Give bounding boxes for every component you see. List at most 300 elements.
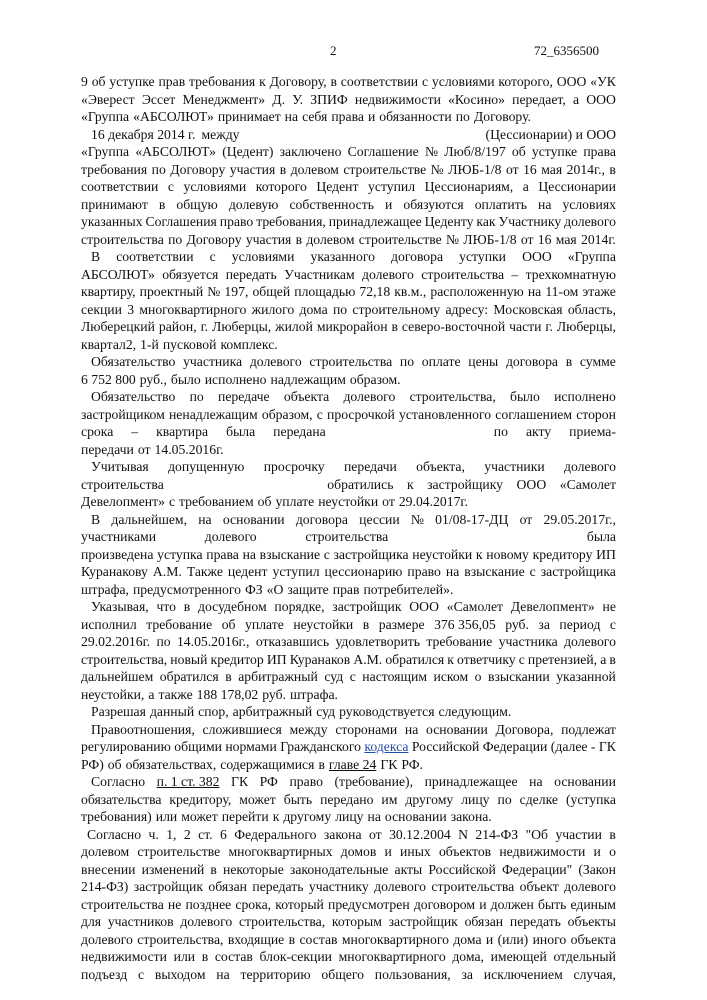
word: было [170, 371, 201, 387]
word: уступке [531, 144, 578, 159]
word: Договору [170, 161, 226, 177]
word: а [600, 651, 607, 667]
word: № [424, 144, 439, 159]
word: штрафа. [289, 686, 338, 702]
word: долевого [564, 214, 616, 229]
word: трехкомнатную [525, 266, 616, 282]
word: договора [391, 249, 444, 264]
word: просрочку [263, 459, 325, 474]
document-body [81, 73, 616, 983]
word: с [529, 564, 536, 579]
link-kodeks[interactable]: кодекса [364, 739, 409, 754]
word: г. [200, 319, 209, 334]
word: ООО [586, 91, 616, 107]
word: комплекс. [220, 336, 278, 352]
word: участников [107, 914, 174, 929]
word: РФ) [81, 756, 104, 772]
word: на [198, 511, 212, 527]
word: закона [323, 826, 362, 842]
word: дома, [452, 949, 484, 964]
word: ЗПИФ [310, 91, 348, 107]
word: ненадлежащим [168, 406, 258, 422]
word: срока [81, 424, 114, 439]
word: на [367, 809, 381, 824]
word: а [522, 179, 529, 194]
word: строительства [81, 896, 164, 912]
word: имеющей [490, 949, 547, 964]
text-line [81, 493, 616, 511]
word: с [316, 406, 323, 422]
word: состав [214, 949, 253, 964]
word: может [181, 809, 218, 824]
word: строительства, [81, 651, 168, 667]
word: об [257, 494, 272, 509]
word: отдельный [553, 949, 616, 964]
word: сторон [576, 406, 616, 422]
word: по [497, 791, 512, 807]
word: позднее [185, 896, 232, 912]
text-line [81, 861, 616, 879]
word: в [225, 669, 232, 684]
word: уплате [245, 616, 284, 632]
word: суд [316, 704, 336, 719]
word: (уступка [565, 791, 616, 807]
word: обязуются [403, 196, 464, 212]
word: части [509, 319, 542, 334]
word: Участнику [498, 214, 562, 229]
word: образом, [261, 406, 313, 422]
word: Соглашение [347, 144, 419, 159]
text-line [81, 73, 616, 91]
word: секции [81, 301, 122, 317]
word: не [167, 896, 182, 912]
word: Договору. [473, 109, 531, 124]
word: общую [176, 196, 218, 212]
word: домов [340, 844, 377, 859]
word: «Группа [567, 249, 616, 264]
word: объектов [438, 844, 492, 859]
word: требования, [256, 214, 326, 229]
word: 2014г., [566, 161, 605, 177]
word: случая, [573, 966, 616, 982]
word: договором [413, 896, 476, 912]
word: обязательствах, [125, 756, 217, 772]
word: к [406, 476, 414, 492]
word: входящие [227, 931, 285, 947]
word: в [279, 161, 287, 177]
word: обязуется [162, 266, 219, 282]
word: между [289, 721, 328, 737]
word: Обязательство [91, 354, 176, 369]
word: которого [255, 179, 307, 194]
word: для [81, 914, 102, 929]
word: микрорайон [316, 319, 388, 334]
text-line [81, 948, 616, 966]
text-line [81, 791, 616, 809]
word: в [565, 354, 573, 369]
word: цены [468, 354, 499, 369]
word: принимают [81, 196, 148, 212]
word: им [381, 791, 398, 807]
word: прав [158, 74, 186, 89]
word: была [226, 424, 256, 439]
word: от [382, 494, 395, 509]
word: № [430, 161, 444, 177]
word: строительства [81, 476, 164, 492]
word: спор, [198, 704, 229, 719]
word: долевого [564, 634, 616, 649]
word: долевом [290, 161, 339, 177]
word: строительстве [358, 231, 442, 247]
link-reference[interactable]: п. 1 ст. 382 [156, 774, 220, 789]
word: обратился [159, 669, 219, 684]
word: единым [570, 896, 616, 912]
word: к [272, 809, 280, 824]
word: обязан [464, 914, 504, 929]
word: «Эверест [81, 91, 135, 107]
text-line [81, 896, 616, 914]
word: передачи [343, 459, 397, 474]
text-line [81, 721, 616, 739]
word: содержащимися [220, 756, 315, 772]
word: участниками [81, 529, 157, 544]
word: кредитор [210, 651, 264, 667]
word: требования [189, 74, 256, 89]
word: претензией, [527, 651, 598, 667]
word: допущенную [168, 459, 245, 474]
word: жилой [275, 319, 313, 334]
word: должен [490, 896, 534, 912]
word: 3 [127, 301, 135, 317]
word: сложившиеся [202, 721, 282, 737]
word: 6 752 800 [81, 371, 136, 387]
word: просрочкой [327, 406, 395, 422]
word: № [410, 511, 424, 527]
word: строительства, [238, 914, 326, 929]
word: отказавшись [255, 634, 330, 649]
word: 14.05.2016г. [154, 441, 224, 457]
word: (или) [497, 931, 529, 947]
word: на [242, 546, 256, 562]
word: Д. [272, 91, 285, 107]
word: Договора, [495, 721, 554, 737]
word: с [323, 546, 330, 562]
word: порядке, [274, 599, 325, 614]
word: штрафа, [81, 581, 129, 597]
word: передаче [218, 389, 270, 404]
word: долевого [81, 931, 133, 947]
word: «Самолет [446, 599, 503, 614]
word: Разрешая [91, 704, 146, 719]
word: 1, [166, 826, 177, 842]
word: Российской [411, 739, 480, 754]
word: неустойки [293, 616, 354, 632]
word: А.М. [152, 564, 182, 579]
word: на [529, 774, 543, 789]
word: передает, [512, 91, 566, 107]
word: исполнено [554, 389, 616, 404]
word: потребителей». [363, 581, 454, 597]
word: (Цедент) [222, 144, 274, 159]
word: проектный [139, 284, 204, 299]
word: район, [158, 319, 197, 334]
word: «О [266, 581, 284, 597]
text-line [81, 178, 616, 196]
word: Договору, [269, 74, 327, 89]
word: в [183, 599, 191, 614]
word: срока, [235, 896, 272, 912]
word: которого, [498, 74, 553, 89]
word: основании [554, 774, 616, 789]
word: другому [405, 791, 454, 807]
word: с [609, 616, 616, 632]
word: многоквартирного [341, 931, 449, 947]
word: участия [245, 231, 292, 247]
word: № [445, 231, 460, 247]
word: договора [505, 354, 558, 369]
word: недвижимости [81, 949, 167, 964]
word: условиями [183, 179, 247, 194]
word: по [455, 109, 470, 124]
text-line [81, 703, 616, 721]
word: прав [332, 581, 360, 597]
word: многоквартирных [228, 844, 333, 859]
word: Цессионарии [538, 179, 616, 194]
word: 29.02.2016г. [81, 634, 151, 649]
word: 197, [224, 284, 249, 299]
word: Московская [493, 301, 563, 317]
word: обязанности [379, 109, 452, 124]
word: требования [81, 161, 148, 177]
word: от [368, 826, 382, 842]
word: от [505, 161, 519, 177]
word: участнику [308, 879, 369, 894]
word: руб., [139, 371, 167, 387]
word: на [445, 564, 460, 579]
word: условиями [231, 249, 295, 264]
word: с [349, 669, 356, 684]
word: У. [292, 91, 304, 107]
text-line [81, 546, 616, 564]
word: права [331, 109, 364, 124]
text-line [81, 213, 616, 231]
word: кредитору [532, 546, 593, 562]
link-reference[interactable]: главе 24 [328, 756, 377, 772]
word: по [399, 354, 415, 369]
text-line [81, 511, 616, 529]
word: иных [400, 844, 431, 859]
word: которым [331, 914, 382, 929]
text-line [81, 371, 616, 389]
word: «Группа [81, 109, 130, 124]
word: досудебном [198, 599, 267, 614]
word: обратился [385, 651, 445, 667]
word: собственность [289, 196, 374, 212]
word: некоторые [223, 861, 284, 877]
word: основании [384, 809, 447, 824]
word: исполнил [81, 616, 137, 632]
word: долевого [204, 529, 257, 544]
word: Девелопмент» [81, 494, 165, 509]
word: пусковой [162, 336, 217, 352]
word: новый [170, 651, 208, 667]
word: принадлежащее [328, 214, 422, 229]
text-line [81, 616, 616, 634]
text-line [81, 476, 616, 494]
text-line [81, 283, 616, 301]
word: удовлетворить [335, 634, 421, 649]
word: 29.05.2017г., [543, 511, 616, 527]
word: с [167, 179, 174, 194]
word: требованием [179, 494, 254, 509]
word: и [485, 931, 494, 947]
word: адресу: [445, 301, 489, 317]
word: Люберцы, [556, 319, 616, 334]
word: право [407, 564, 441, 579]
word: объект [519, 879, 559, 894]
word: приема- [569, 424, 616, 439]
word: период [559, 616, 601, 632]
word: Договору [186, 231, 242, 247]
word: Цессионариям, [424, 179, 514, 194]
word: что [156, 599, 176, 614]
text-line [81, 528, 616, 546]
text-line [81, 843, 616, 861]
word: по [168, 231, 183, 247]
word: строительства [309, 354, 393, 369]
text-line [81, 406, 616, 424]
word: ГК [598, 739, 616, 754]
word: по [493, 424, 508, 439]
word: с [421, 74, 429, 89]
word: Девелопмент» [510, 599, 595, 614]
word: арбитражный [232, 704, 313, 719]
word: с [209, 249, 216, 264]
word: 188 178,02 [196, 686, 259, 702]
word: 01/08-17-ДЦ [435, 511, 509, 527]
word: лицу [461, 791, 490, 807]
word: 72,18 [359, 284, 391, 299]
word: с [137, 966, 145, 982]
word: данный [149, 704, 195, 719]
word: акту [525, 424, 552, 439]
word: РФ [259, 774, 278, 789]
word: уплате [275, 494, 315, 509]
word: и [385, 196, 393, 212]
word: РФ. [401, 756, 423, 772]
word: передать [509, 914, 561, 929]
word: перейти [221, 809, 269, 824]
word: долевом [306, 231, 355, 247]
word: Менеджмент» [182, 91, 266, 107]
word: требования) [81, 809, 152, 824]
word: другому [283, 809, 332, 824]
word: по [332, 301, 348, 317]
word: 29.04.2017г. [398, 494, 468, 509]
word: этаже [582, 284, 616, 299]
word: уступил [272, 564, 320, 579]
word: строительному [352, 301, 441, 317]
document-id: 72_6356500 [534, 43, 599, 58]
word: цедент [227, 564, 268, 579]
word: руб. [262, 686, 286, 702]
word: соответствии [116, 249, 194, 264]
word: или [155, 809, 178, 824]
word: оплате [421, 354, 461, 369]
word: надлежащим [270, 371, 346, 387]
word: исполнено [204, 371, 267, 387]
word: долевого [564, 879, 616, 894]
word: и [367, 109, 376, 124]
word: долевом [81, 844, 130, 859]
word: – [511, 266, 519, 282]
word: передать [252, 879, 304, 894]
word: долевого [180, 914, 233, 929]
word: между [201, 126, 240, 142]
word: уступил [368, 179, 416, 194]
text-line [81, 598, 616, 616]
word: Люб/8/197 [444, 144, 506, 159]
word: об [107, 756, 122, 772]
word: 30.12.2004 [389, 826, 451, 842]
word: жилого [251, 301, 295, 317]
word: квартал2, [81, 336, 137, 352]
word: Участникам [284, 266, 355, 282]
word: была [586, 529, 616, 544]
text-line [81, 756, 616, 774]
word: блок-секции [259, 949, 332, 964]
word: настоящим [362, 669, 427, 684]
word: выходом [154, 966, 206, 982]
word: Согласно [87, 826, 142, 842]
word: указанной [556, 669, 616, 684]
text-line [81, 266, 616, 284]
word: взыскание [464, 564, 525, 579]
word: от [519, 511, 533, 527]
word: Также [186, 564, 223, 579]
word: с [168, 494, 176, 509]
word: руководствуется [339, 704, 435, 719]
text-line [81, 91, 616, 109]
word: передать [225, 266, 277, 282]
word: застройщик [332, 599, 402, 614]
word: договора [295, 511, 348, 527]
word: ООО [556, 74, 587, 89]
word: ГК [380, 756, 398, 772]
word: 16 декабря 2014 г. [91, 126, 196, 142]
word: ст. [198, 826, 213, 842]
word: мая [555, 231, 577, 247]
word: к [259, 74, 266, 89]
word: основании [426, 721, 488, 737]
word: от [520, 231, 534, 247]
word: "Об [525, 826, 549, 842]
text-line [81, 668, 616, 686]
word: объекта [570, 931, 616, 947]
text-line [81, 161, 616, 179]
word: г. [545, 319, 553, 334]
word: 214-ФЗ [475, 826, 519, 842]
word: взыскание [259, 546, 321, 562]
word: общей [252, 284, 291, 299]
word: требование [426, 634, 493, 649]
word: по [189, 389, 204, 404]
word: Указывая, [91, 599, 149, 614]
word: ООО [409, 599, 439, 614]
word: право [219, 214, 254, 229]
word: к [475, 546, 483, 562]
word: принимает [217, 109, 281, 124]
